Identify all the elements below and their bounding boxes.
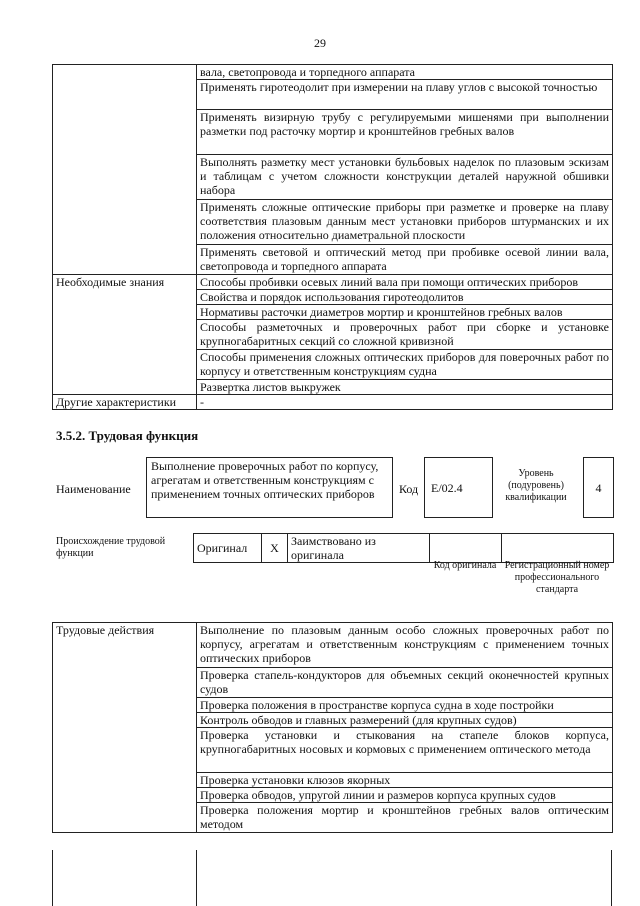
origin-table [193, 533, 614, 563]
table-row: Проверка обводов, упругой линии и размеров корпуса крупных судов [197, 788, 613, 803]
skills-label-cell [53, 65, 197, 275]
knowledge-label: Необходимые знания [53, 275, 197, 395]
table-continuation-right [611, 850, 612, 906]
table-row: Проверка положения в пространстве корпуса судна в ходе постройки [197, 698, 613, 713]
original-label: Оригинал [194, 534, 262, 563]
original-mark: X [262, 534, 288, 563]
labor-actions-table [52, 622, 613, 833]
name-label: Наименование [56, 482, 131, 496]
other-value: - [197, 395, 613, 410]
table-row: Проверка положения мортир и кронштейнов гребных валов оптическим методом [197, 803, 613, 833]
code-label: Код [399, 482, 419, 496]
code-original-caption: Код оригинала [433, 560, 497, 571]
table-row: Способы пробивки осевых линий вала при помощи оптических приборов [197, 275, 613, 290]
table-row: вала, светопровода и торпедного аппарата [197, 65, 613, 80]
table-row: Проверка установки и стыкования на стапеле блоков корпуса, крупногабаритных носовых и кормовых с применением оптического метода [197, 728, 613, 773]
reg-number-caption: Регистрационный номер профессионального стандарта [504, 560, 610, 595]
page-number: 29 [314, 36, 326, 50]
other-label: Другие характеристики [53, 395, 197, 410]
table-row: Применять сложные оптические приборы при разметке и проверке на плаву соответствия плазовым данным мест установки приборов штурманских и их положения относительно диаметральной плоскости [197, 200, 613, 245]
table-row: Развертка листов выкружек [197, 380, 613, 395]
table-row: Применять визирную трубу с регулируемыми мишенями при выполнении разметки под расточку мортир и кронштейнов гребных валов [197, 110, 613, 155]
function-name-box: Выполнение проверочных работ по корпусу, агрегатам и ответственным конструкциям с применением точных оптических приборов [146, 457, 393, 518]
code-value-box: E/02.4 [424, 457, 493, 518]
table-row: Проверка стапель-кондукторов для объемных секций оконечностей крупных судов [197, 668, 613, 698]
table-row: Проверка установки клюзов якорных [197, 773, 613, 788]
level-label: Уровень (подуровень) квалификации [505, 468, 567, 503]
reg-number-cell [502, 534, 614, 563]
table-continuation-mid [196, 850, 197, 906]
table-row: Контроль обводов и главных размерений (для крупных судов) [197, 713, 613, 728]
table-row: Нормативы расточки диаметров мортир и кронштейнов гребных валов [197, 305, 613, 320]
table-row: Свойства и порядок использования гиротеодолитов [197, 290, 613, 305]
level-value-box: 4 [583, 457, 614, 518]
table-row: Выполнять разметку мест установки бульбовых наделок по плазовым эскизам и таблицам с учетом сложности конструкции деталей наружной обшивки набора [197, 155, 613, 200]
actions-label: Трудовые действия [53, 623, 197, 833]
code-original-cell [430, 534, 502, 563]
table-row: Способы разметочных и проверочных работ при сборке и установке крупногабаритных секций со сложной кривизной [197, 320, 613, 350]
borrowed-label: Заимствовано из оригинала [288, 534, 430, 563]
table-row: Применять гиротеодолит при измерении на плаву углов с высокой точностью [197, 80, 613, 110]
table-row: Способы применения сложных оптических приборов для поверочных работ по корпусу и ответственным конструкциям судна [197, 350, 613, 380]
skills-knowledge-table [52, 64, 613, 410]
table-row: Применять световой и оптический метод при пробивке осевой линии вала, светопровода и торпедного аппарата [197, 245, 613, 275]
section-heading: 3.5.2. Трудовая функция [56, 428, 199, 443]
table-continuation-left [52, 850, 53, 906]
origin-label: Происхождение трудовой функции [56, 536, 166, 559]
table-row: Выполнение по плазовым данным особо сложных проверочных работ по корпусу, агрегатам и ответственным конструкциям с применением точных оптических приборов [197, 623, 613, 668]
